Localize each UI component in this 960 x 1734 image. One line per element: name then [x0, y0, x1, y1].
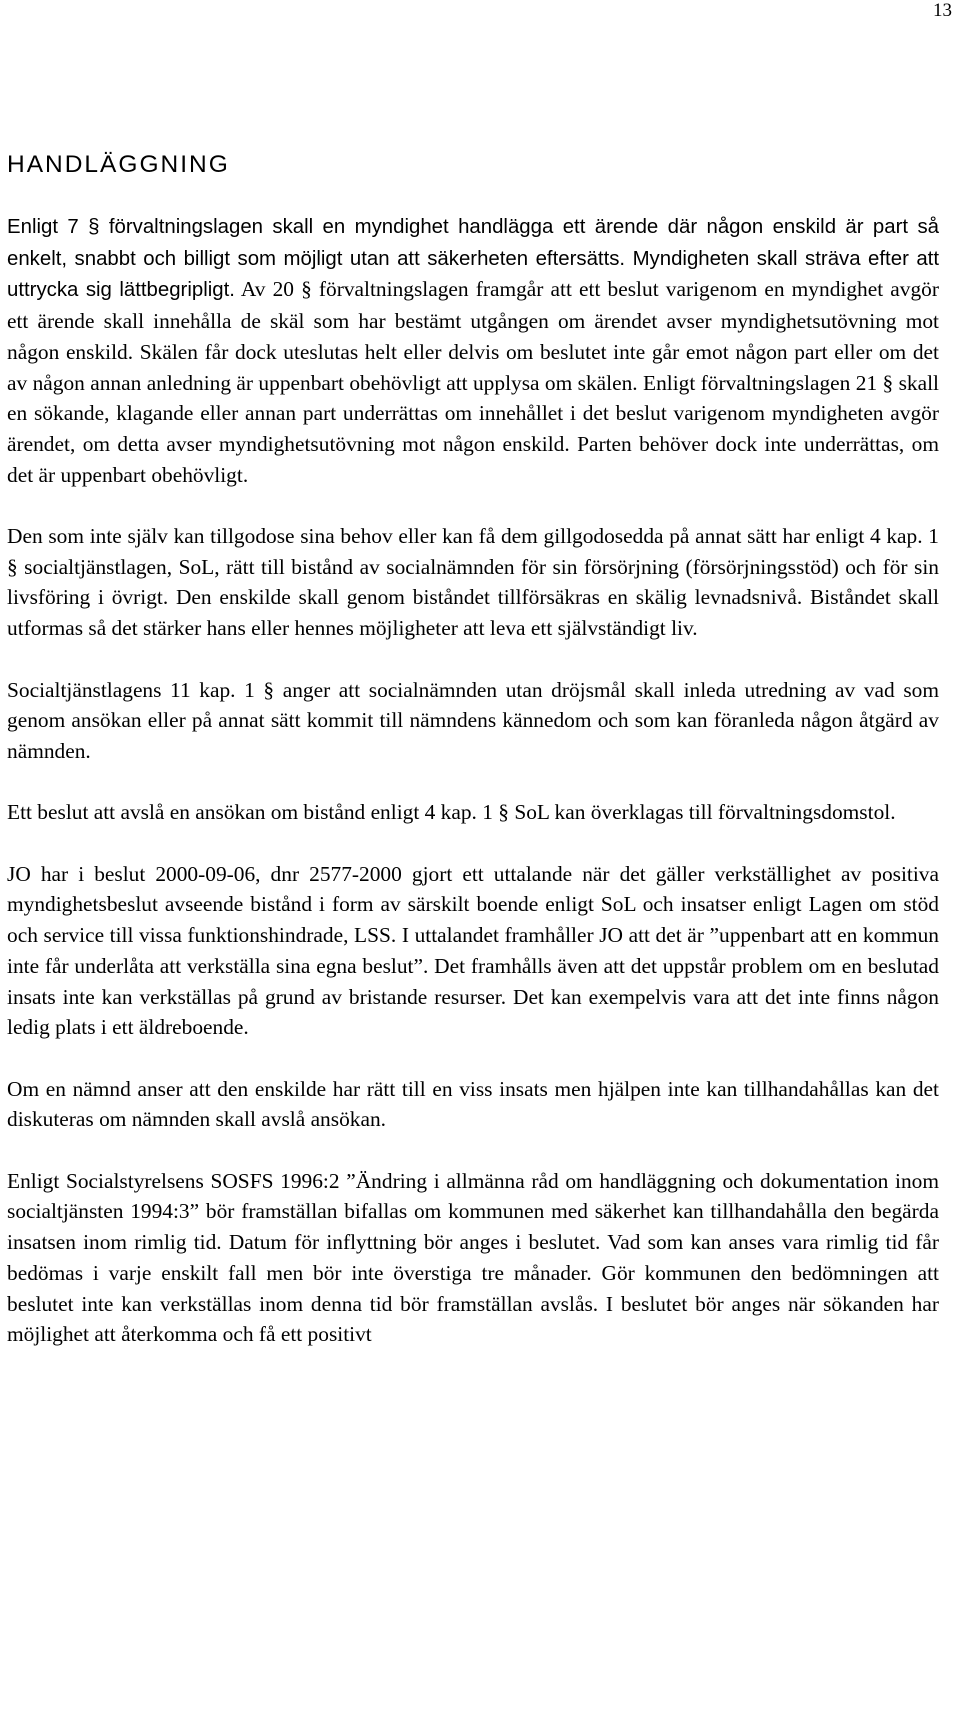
paragraph-1-lead: Enligt 7 § förvaltningslagen skall en myndighet handlägga ett ärende där någon enskild är part så enkelt, snabbt och billigt som möjligt utan att säkerheten eftersätts. Myndigheten skall sträva efter att uttrycka sig lättbegripligt.: [7, 216, 939, 302]
paragraph-5: JO har i beslut 2000-09-06, dnr 2577-2000 gjort ett uttalande när det gäller verkställighet av positiva myndighetsbeslut avseende bistånd i form av särskilt boende enligt SoL och insatser enligt Lagen om stöd och service till vissa funktionshindrade, LSS. I uttalandet framhåller JO att det är ”uppenbart att en kommun inte får underlåta att verkställa sina egna beslut”. Det framhålls även att det uppstår problem om en beslutad insats inte kan verkställas på grund av bristande resurser. Det kan exempelvis vara att det inte finns någon ledig plats i ett äldreboende.: [7, 861, 939, 1040]
paragraph-6: Om en nämnd anser att den enskilde har rätt till en viss insats men hjälpen inte kan tillhandahållas kan det diskuteras om nämnden skall avslå ansökan.: [7, 1076, 939, 1132]
paragraph-4: Ett beslut att avslå en ansökan om bistånd enligt 4 kap. 1 § SoL kan överklagas till förvaltningsdomstol.: [7, 800, 896, 825]
paragraph-1-rest: Av 20 § förvaltningslagen framgår att ett beslut varigenom en myndighet avgör ett ärende skall innehålla de skäl som har bestämt utgången om ärendet avser myndighetsutövning mot någon enskild. Skälen får dock uteslutas helt eller delvis om beslutet inte går emot någon part eller om det av någon annan anledning är uppenbart obehövligt att upplysa om skälen. Enligt förvaltningslagen 21 § skall en sökande, klagande eller annan part underrättas om innehållet i det beslut varigenom myndigheten avgör ärendet, om detta avser myndighetsutövning mot någon enskild. Parten behöver dock inte underrättas, om det är uppenbart obehövligt.: [7, 277, 939, 487]
section-heading: HANDLÄGGNING: [7, 151, 230, 178]
paragraph-3: Socialtjänstlagens 11 kap. 1 § anger att socialnämnden utan dröjsmål skall inleda utredning av vad som genom ansökan eller på annat sätt kommit till nämndens kännedom och som kan föranleda någon åtgärd av nämnden.: [7, 677, 939, 763]
paragraph-7: Enligt Socialstyrelsens SOSFS 1996:2 ”Ändring i allmänna råd om handläggning och dokumentation inom socialtjänsten 1994:3” bör framställan bifallas om kommunen med säkerhet kan tillhandahålla den begärda insatsen inom rimlig tid. Datum för inflyttning bör anges i beslutet. Vad som kan anses vara rimlig tid får bedömas i varje enskilt fall men bör inte överstiga tre månader. Gör kommunen den bedömningen att beslutet inte kan verkställas inom denna tid bör framställan avslås. I beslutet bör anges när sökanden har möjlighet att återkomma och få ett positivt: [7, 1168, 939, 1347]
paragraph-2: Den som inte själv kan tillgodose sina behov eller kan få dem gillgodosedda på annat sätt har enligt 4 kap. 1 § socialtjänstlagen, SoL, rätt till bistånd av socialnämnden för sin försörjning (försörjningsstöd) och för sin livsföring i övrigt. Den enskilde skall genom biståndet tillförsäkras en skälig levnadsnivå. Biståndet skall utformas så det stärker hans eller hennes möjligheter att leva ett självständigt liv.: [7, 524, 939, 641]
document-body: [7, 211, 939, 1381]
paragraph-1: [7, 211, 939, 490]
page-number: 13: [933, 0, 952, 21]
